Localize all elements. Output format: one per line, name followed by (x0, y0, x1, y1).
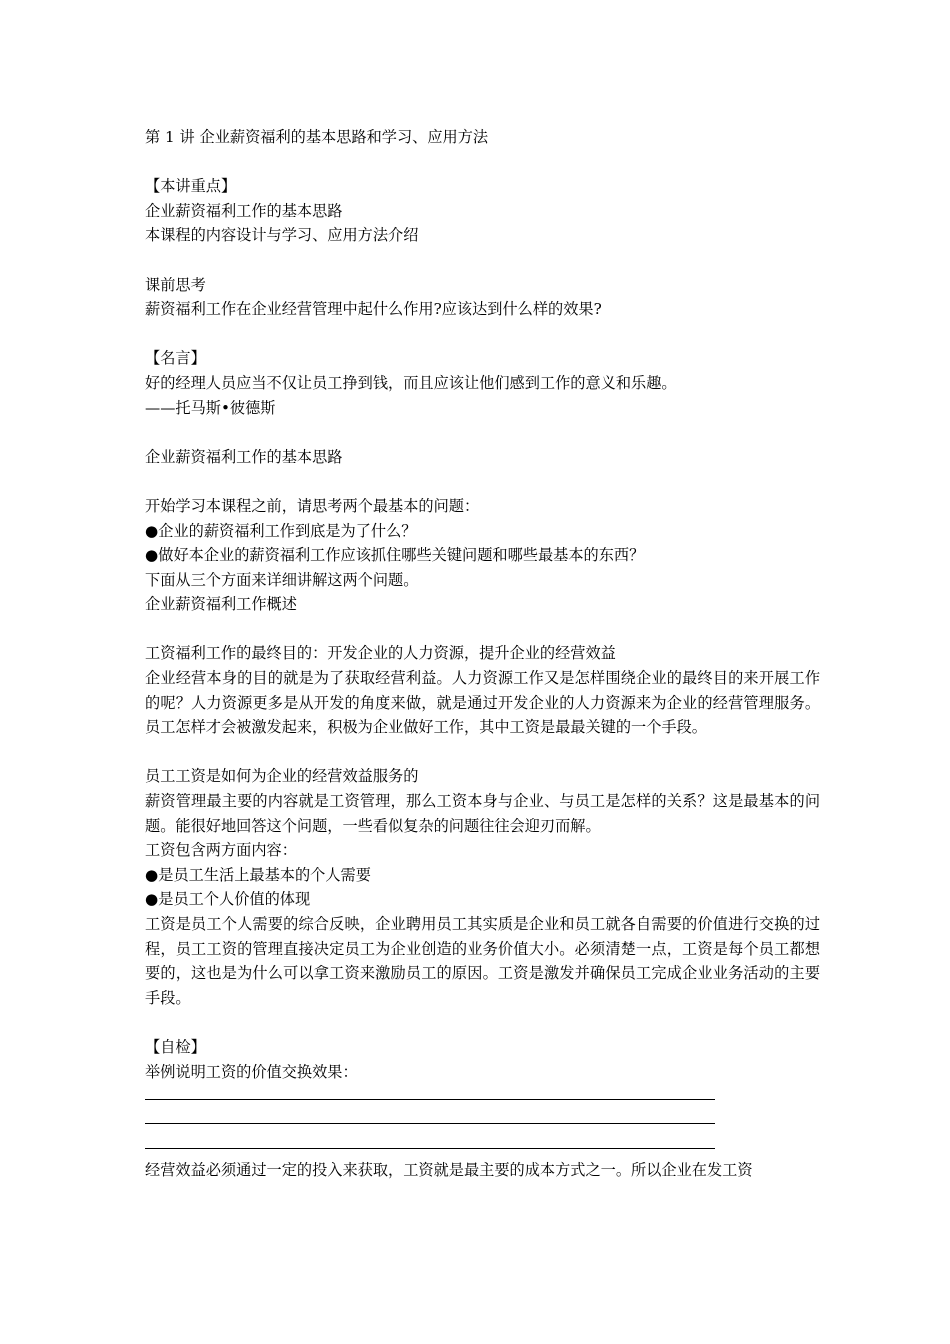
intro-bullet: ●做好本企业的薪资福利工作应该抓住哪些关键问题和哪些最基本的东西？ (145, 546, 645, 565)
intro-after: 下面从三个方面来详细讲解这两个问题。 (145, 570, 419, 589)
section-title: 企业薪资福利工作的基本思路 (145, 447, 343, 466)
closing-text: 经营效益必须通过一定的投入来获取，工资就是最主要的成本方式之一。所以企业在发工资 (145, 1160, 753, 1179)
intro-bullet: ●企业的薪资福利工作到底是为了什么？ (145, 521, 417, 540)
quote-text: 好的经理人员应当不仅让员工挣到钱，而且应该让他们感到工作的意义和乐趣。 (145, 373, 677, 392)
answer-blank-line[interactable] (145, 1084, 715, 1109)
lecture-title: 第 1 讲 企业薪资福利的基本思路和学习、应用方法 (145, 128, 489, 146)
answer-blank-line[interactable] (145, 1133, 715, 1158)
answer-blank-line[interactable] (145, 1109, 715, 1134)
quote-heading: 【名言】 (145, 349, 206, 368)
quote-author: ——托马斯•彼德斯 (145, 398, 276, 417)
selfcheck-heading: 【自检】 (145, 1037, 206, 1056)
wage-body-2: 工资是员工个人需要的综合反映，企业聘用员工其实质是企业和员工就各自需要的价值进行交换的过程，员工工资的管理直接决定员工为企业创造的业务价值大小。必须清楚一点，工资是每个员工都想要的，这也是为什么可以拿工资来激励员工的原因。工资是激发并确保员工完成企业业务活动的主要手段。 (145, 915, 820, 1007)
preview-question: 薪资福利工作在企业经营管理中起什么作用?应该达到什么样的效果? (145, 300, 602, 319)
goal-body: 企业经营本身的目的就是为了获取经营利益。人力资源工作又是怎样围绕企业的最终目的来开展工作的呢？人力资源更多是从开发的角度来做，就是通过开发企业的人力资源来为企业的经营管理服务。员工怎样才会被激发起来，积极为企业做好工作，其中工资是最最关键的一个手段。 (145, 669, 820, 737)
wage-heading: 员工工资是如何为企业的经营效益服务的 (145, 767, 419, 786)
wage-lead: 工资包含两方面内容： (145, 841, 297, 860)
focus-item: 本课程的内容设计与学习、应用方法介绍 (145, 226, 419, 245)
wage-body: 薪资管理最主要的内容就是工资管理，那么工资本身与企业、与员工是怎样的关系？这是最基本的问题。能很好地回答这个问题，一些看似复杂的问题往往会迎刃而解。 (145, 792, 820, 835)
selfcheck-prompt: 举例说明工资的价值交换效果： (145, 1062, 358, 1081)
wage-bullet: ●是员工生活上最基本的个人需要 (145, 865, 371, 884)
focus-heading: 【本讲重点】 (145, 177, 237, 196)
document-page (145, 125, 820, 1183)
focus-item: 企业薪资福利工作的基本思路 (145, 201, 343, 220)
wage-bullet: ●是员工个人价值的体现 (145, 890, 311, 909)
subsection-title: 企业薪资福利工作概述 (145, 595, 297, 614)
preview-heading: 课前思考 (145, 275, 206, 294)
intro-lead: 开始学习本课程之前，请思考两个最基本的问题： (145, 496, 480, 515)
goal-heading: 工资福利工作的最终目的：开发企业的人力资源，提升企业的经营效益 (145, 644, 616, 663)
